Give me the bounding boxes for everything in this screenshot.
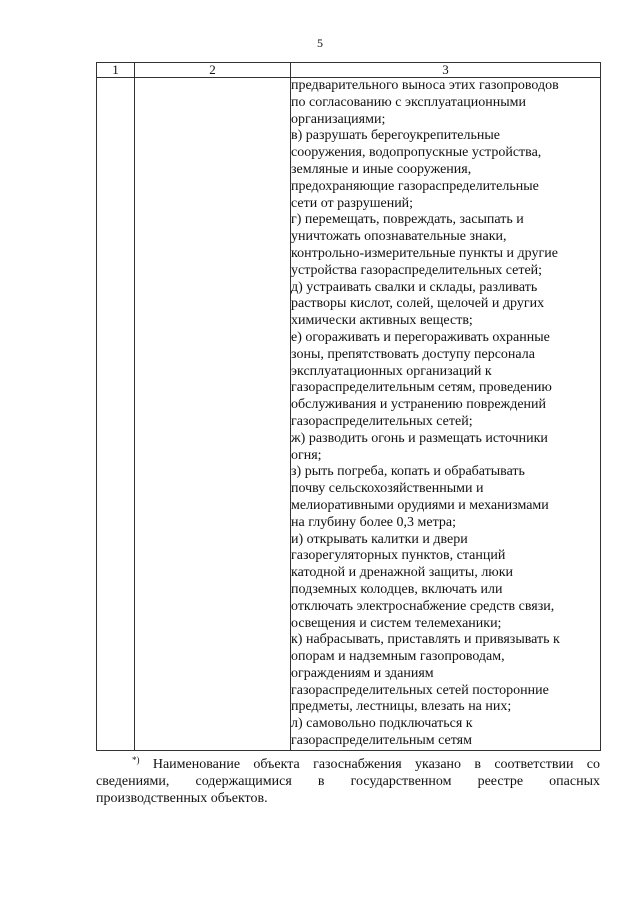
text-line: растворы кислот, солей, щелочей и других <box>291 296 545 312</box>
text-line: эксплуатационных организаций к <box>291 363 492 379</box>
footnote <box>96 756 600 807</box>
text-line: газораспределительных сетей; <box>291 413 473 429</box>
text-line: в) разрушать берегоукрепительные <box>291 128 501 144</box>
column-header-2: 2 <box>135 63 291 78</box>
text-line: уничтожать опознавательные знаки, <box>291 229 507 245</box>
text-line: г) перемещать, повреждать, засыпать и <box>291 212 524 228</box>
text-line: подземных колодцев, включать или <box>291 581 503 597</box>
text-line: д) устраивать свалки и склады, разливать <box>291 279 538 295</box>
document-table <box>96 62 601 751</box>
text-line: газораспределительным сетям <box>291 733 472 749</box>
text-line: и) открывать калитки и двери <box>291 531 468 547</box>
text-line: сети от разрушений; <box>291 195 414 211</box>
text-line: обслуживания и устранению повреждений <box>291 397 547 413</box>
text-line: предварительного выноса этих газопроводов <box>291 78 559 93</box>
text-line: газораспределительных сетей посторонние <box>291 682 549 698</box>
text-line: по согласованию с эксплуатационными <box>291 94 526 110</box>
text-line: ограждениям и зданиям <box>291 665 434 681</box>
text-line: контрольно-измерительные пункты и другие <box>291 245 558 261</box>
text-line: отключать электроснабжение средств связи, <box>291 598 555 614</box>
text-line: химически активных веществ; <box>291 313 473 329</box>
page-number: 5 <box>317 36 323 50</box>
footnote-marker: *) <box>132 755 140 765</box>
table-row <box>97 78 601 751</box>
text-line: з) рыть погреба, копать и обрабатывать <box>291 464 525 480</box>
text-line: л) самовольно подключаться к <box>291 716 473 732</box>
text-line: устройства газораспределительных сетей; <box>291 262 543 278</box>
text-line: на глубину более 0,3 метра; <box>291 514 456 530</box>
text-line: зоны, препятствовать доступу персонала <box>291 346 535 362</box>
text-line: сооружения, водопропускные устройства, <box>291 145 542 161</box>
text-line: почву сельскохозяйственными и <box>291 481 484 497</box>
text-line: опорам и надземным газопроводам, <box>291 649 505 665</box>
text-line: земляные и иные сооружения, <box>291 161 472 177</box>
text-line: ж) разводить огонь и размещать источники <box>291 430 548 446</box>
text-line: огня; <box>291 447 322 463</box>
text-line: предметы, лестницы, влезать на них; <box>291 699 512 715</box>
text-line: организациями; <box>291 111 386 127</box>
text-line: газорегуляторных пунктов, станций <box>291 548 506 564</box>
text-line: к) набрасывать, приставлять и привязывать к <box>291 632 560 648</box>
text-line: катодной и дренажной защиты, люки <box>291 565 514 581</box>
text-line: газораспределительным сетям, проведению <box>291 380 552 396</box>
text-line: е) огораживать и перегораживать охранные <box>291 329 550 345</box>
column-header-3: 3 <box>291 63 601 78</box>
text-line: предохраняющие газораспределительные <box>291 178 539 194</box>
column-header-1: 1 <box>97 63 135 78</box>
column-3-cell <box>291 78 601 751</box>
restrictions-text <box>291 78 600 750</box>
table-header-row <box>97 63 601 78</box>
text-line: мелиоративными орудиями и механизмами <box>291 497 549 513</box>
column-1-cell <box>97 78 135 751</box>
column-2-cell <box>135 78 291 751</box>
footnote-text: Наименование объекта газоснабжения указано в соответствии со сведениями, содержащимися в государственном реестре опасных производственных объектов. <box>96 757 600 806</box>
text-line: освещения и систем телемеханики; <box>291 615 502 631</box>
